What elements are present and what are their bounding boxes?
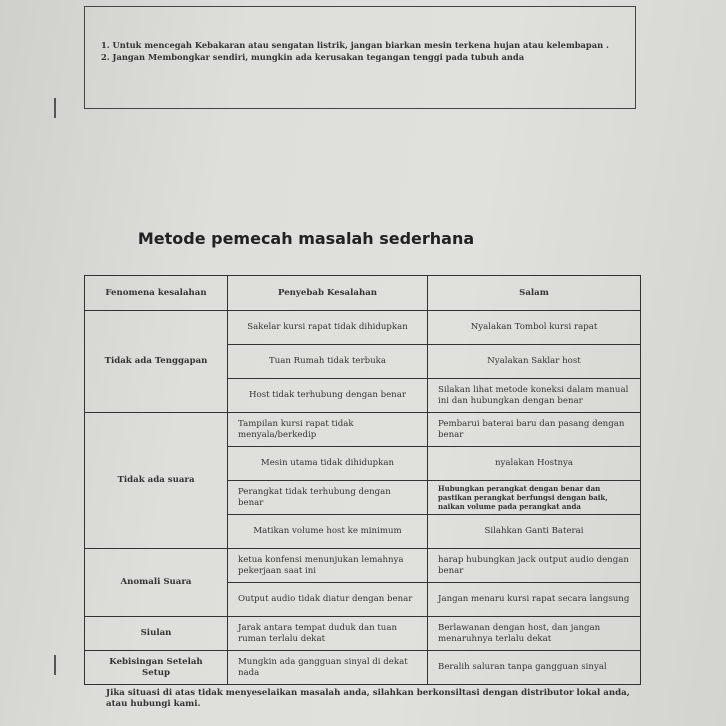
binding-mark: [54, 98, 56, 118]
table-row: [85, 549, 641, 583]
cause-cell: Mungkin ada gangguan sinyal di dekat nada: [228, 651, 428, 685]
binding-mark: [54, 655, 56, 675]
solution-cell: Pembarui baterai baru dan pasang dengan benar: [428, 413, 641, 447]
header-cause: Penyebab Kesalahan: [228, 276, 428, 311]
cause-cell: Output audio tidak diatur dengan benar: [228, 583, 428, 617]
cause-cell: ketua konfensi menunjukan lemahnya pekerjaan saat ini: [228, 549, 428, 583]
table-row: [85, 311, 641, 345]
table-header-row: [85, 276, 641, 311]
solution-cell: Silakan lihat metode koneksi dalam manual ini dan hubungkan dengan benar: [428, 379, 641, 413]
table-row: [85, 651, 641, 685]
solution-cell: Hubungkan perangkat dengan benar dan pastikan perangkat berfungsi dengan baik, naikan volume pada perangkat anda: [428, 481, 641, 515]
cause-cell: Jarak antara tempat duduk dan tuan ruman terlalu dekat: [228, 617, 428, 651]
table-row: [85, 617, 641, 651]
cause-cell: Mesin utama tidak dihidupkan: [228, 447, 428, 481]
solution-cell: Jangan menaru kursi rapat secara langsung: [428, 583, 641, 617]
cause-cell: Perangkat tidak terhubung dengan benar: [228, 481, 428, 515]
safety-warning-box: [84, 6, 636, 109]
cause-cell: Tuan Rumah tidak terbuka: [228, 345, 428, 379]
warning-line: 1. Untuk mencegah Kebakaran atau sengatan listrik, jangan biarkan mesin terkena hujan atau kelembapan .: [101, 40, 609, 50]
phenomenon-cell: Kebisingan Setelah Setup: [85, 651, 228, 685]
table-row: [85, 413, 641, 447]
section-title: Metode pemecah masalah sederhana: [137, 229, 475, 248]
cause-cell: Matikan volume host ke minimum: [228, 515, 428, 549]
solution-cell: Berlawanan dengan host, dan jangan menaruhnya terlalu dekat: [428, 617, 641, 651]
cause-cell: Sakelar kursi rapat tidak dihidupkan: [228, 311, 428, 345]
solution-cell: Beralih saluran tanpa gangguan sinyal: [428, 651, 641, 685]
solution-cell: Silahkan Ganti Baterai: [428, 515, 641, 549]
cause-cell: Host tidak terhubung dengan benar: [228, 379, 428, 413]
solution-cell: Nyalakan Saklar host: [428, 345, 641, 379]
header-solution: Salam: [428, 276, 641, 311]
phenomenon-cell: Tidak ada Tenggapan: [85, 311, 228, 413]
phenomenon-cell: Siulan: [85, 617, 228, 651]
cause-cell: Tampilan kursi rapat tidak menyala/berkedip: [228, 413, 428, 447]
warning-line: 2. Jangan Membongkar sendiri, mungkin ada kerusakan tegangan tenggi pada tubuh anda: [101, 52, 525, 62]
troubleshooting-table: [84, 275, 641, 685]
phenomenon-cell: Anomali Suara: [85, 549, 228, 617]
solution-cell: Nyalakan Tombol kursi rapat: [428, 311, 641, 345]
solution-cell: nyalakan Hostnya: [428, 447, 641, 481]
solution-cell: harap hubungkan jack output audio dengan benar: [428, 549, 641, 583]
phenomenon-cell: Tidak ada suara: [85, 413, 228, 549]
footer-note: Jika situasi di atas tidak menyeselaikan masalah anda, silahkan berkonsiltasi dengan distributor lokal anda, atau hubungi kami.: [106, 688, 630, 709]
header-phenomenon: Fenomena kesalahan: [85, 276, 228, 311]
